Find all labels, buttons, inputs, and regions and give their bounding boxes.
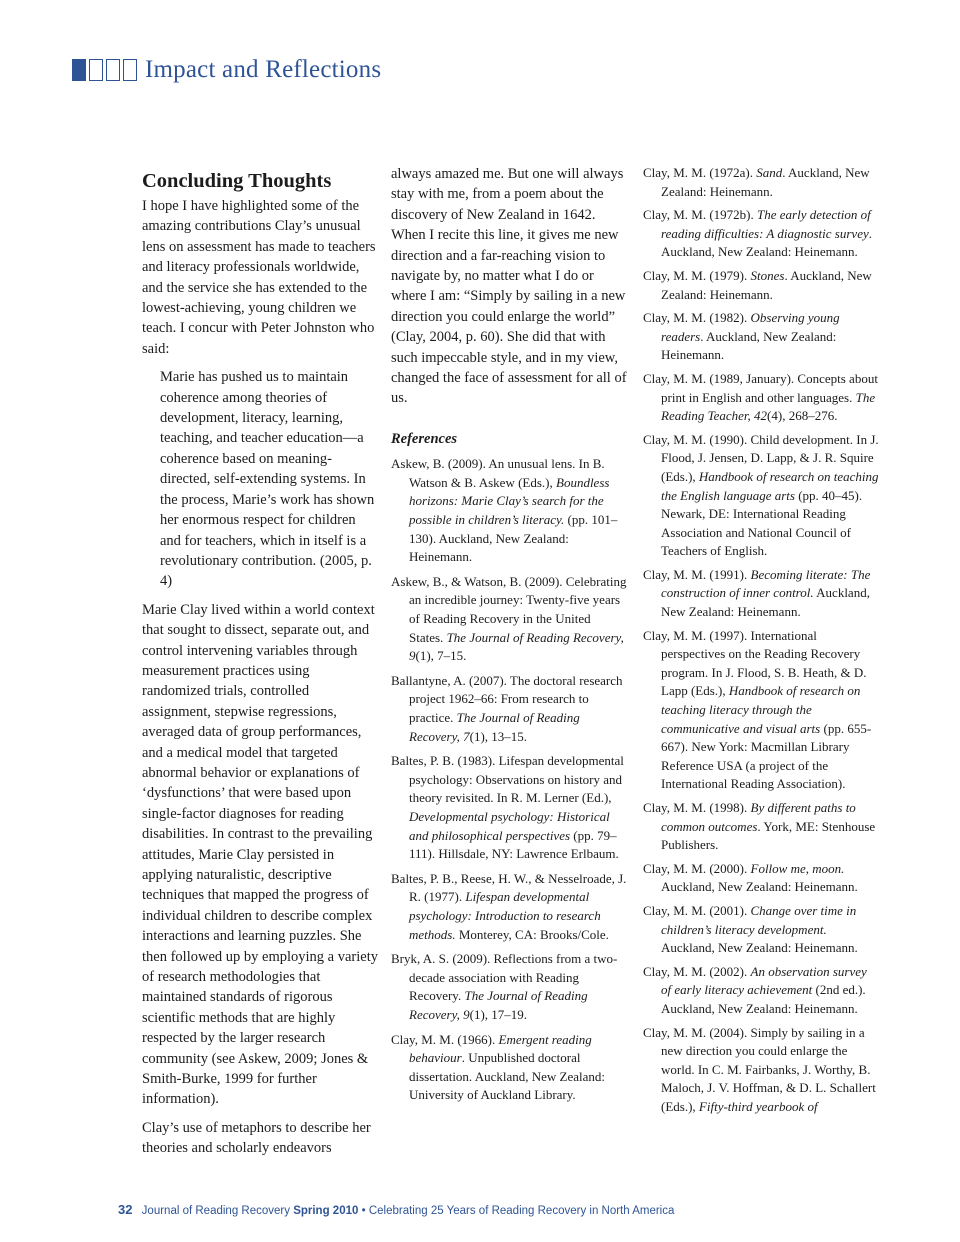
page-footer	[118, 1202, 674, 1217]
reference-title: Boundless horizons: Marie Clay’s search for the possible in children’s literacy.	[409, 474, 610, 528]
reference-text: Bryk, A. S. (2009). Reflections from a two-decade association with Reading Recovery.	[391, 951, 618, 1004]
reference-title: Stones	[750, 267, 785, 283]
reference-title: An observation survey of early literacy achievement	[661, 963, 867, 998]
reference-text: Clay, M. M. (2004). Simply by sailing in a new direction you could enlarge the world. In C. M. Fairbanks, J. Worthy, B. Maloch, J. V. Hoffman, & D. L. Schallert (Eds.),	[643, 1024, 876, 1114]
reference-text: Clay, M. M. (1972b).	[643, 207, 757, 223]
reference-title: Handbook of research on teaching literacy through the communicative and visual arts	[661, 683, 861, 736]
reference-title: Handbook of research on teaching the English language arts	[661, 468, 879, 503]
reference-title: Becoming literate: The construction of inner control.	[661, 566, 871, 601]
reference-text: (1), 17–19.	[469, 1006, 528, 1022]
reference-text: Askew, B., & Watson, B. (2009). Celebrating an incredible journey: Twenty-five years of Reading Recovery in the United States.	[391, 573, 627, 645]
reference-entry	[391, 950, 627, 1024]
reference-list	[643, 164, 879, 1117]
reference-title: Developmental psychology: Historical and philosophical perspectives	[409, 808, 610, 843]
reference-text: Clay, M. M. (1989, January). Concepts about print in English and other languages.	[643, 370, 878, 405]
reference-text: Auckland, New Zealand: Heinemann.	[661, 585, 870, 620]
reference-title: Fifty-third yearbook of	[698, 1098, 818, 1114]
references-heading: References	[391, 430, 458, 447]
reference-title: Change over time in children’s literacy development.	[661, 902, 857, 937]
reference-text: (pp. 40–45). Newark, DE: International Reading Association and National Council of Teachers of English.	[661, 487, 863, 559]
reference-text: . Auckland, New Zealand: Heinemann.	[661, 328, 837, 363]
page-number: 32	[118, 1202, 133, 1217]
journal-name: Journal of Reading Recovery	[141, 1205, 290, 1217]
reference-entry	[643, 860, 879, 897]
footer-tagline: Celebrating 25 Years of Reading Recovery in North America	[368, 1205, 675, 1217]
reference-text: . Auckland, New Zealand: Heinemann.	[661, 267, 872, 302]
reference-text: (pp. 79–111). Hillsdale, NY: Lawrence Erlbaum.	[409, 827, 619, 862]
reference-text: Clay, M. M. (1972a).	[643, 165, 757, 180]
reference-text: Clay, M. M. (1979).	[643, 267, 751, 283]
reference-text: Monterey, CA: Brooks/Cole.	[455, 926, 609, 942]
reference-entry	[643, 164, 879, 201]
reference-entry	[643, 431, 879, 561]
reference-title: The Reading Teacher, 42	[661, 389, 876, 424]
reference-text: . York, ME: Stenhouse Publishers.	[661, 818, 876, 853]
reference-text: Clay, M. M. (1997). International perspectives on the Reading Recovery program. In J. Flood, S. B. Heath, & D. Lapp (Eds.),	[643, 627, 867, 699]
reference-text: (pp. 655-667). New York: Macmillan Library Reference USA (a project of the International Reading Association).	[661, 720, 872, 792]
reference-entry	[391, 752, 627, 864]
footer-separator: •	[361, 1205, 366, 1217]
reference-text: Auckland, New Zealand: Heinemann.	[661, 879, 858, 895]
reference-text: Clay, M. M. (2001).	[643, 902, 751, 918]
reference-text: Ballantyne, A. (2007). The doctoral research project 1962–66: From research to practice.	[391, 672, 623, 725]
reference-text: . Auckland, New Zealand: Heinemann.	[661, 165, 870, 199]
reference-title: The Journal of Reading Recovery, 7	[409, 710, 580, 744]
reference-title: The Journal of Reading Recovery, 9	[409, 629, 624, 664]
page-header	[72, 56, 381, 84]
reference-list	[391, 455, 627, 1105]
reference-text: (1), 13–15.	[469, 728, 528, 744]
reference-title: Follow me, moon.	[750, 860, 845, 876]
reference-entry	[643, 799, 879, 855]
reference-title: The early detection of reading difficulties: A diagnostic survey	[661, 207, 871, 241]
reference-entry	[643, 963, 879, 1019]
reference-text: . Auckland, New Zealand: Heinemann.	[661, 225, 872, 260]
reference-entry	[643, 1024, 879, 1117]
reference-text: Askew, B. (2009). An unusual lens. In B. Watson & B. Askew (Eds.),	[391, 456, 605, 490]
reference-text: Clay, M. M. (1990). Child development. In J. Flood, J. Jensen, D. Lapp, & J. R. Squire (Eds.),	[643, 431, 879, 484]
reference-text: Clay, M. M. (1991).	[643, 566, 751, 582]
reference-text: Clay, M. M. (2000).	[643, 860, 751, 876]
paragraph: always amazed me. But one will always stay with me, from a poem about the discovery of New Zealand in 1642. When I recite this line, it gives me new direction and a far-reaching vision to navigate by, no matter what I do or where I am: “Simply by sailing in a new direction you could enlarge the world” (Clay, 2004, p. 60). She did that with such impeccable style, and in my view, changed the face of assessment for all of us.	[391, 166, 627, 407]
reference-title: Emergent reading behaviour	[409, 1031, 592, 1066]
section-title: Impact and Reflections	[145, 56, 382, 83]
reference-text: Clay, M. M. (1998).	[643, 800, 751, 815]
reference-text: (2nd ed.). Auckland, New Zealand: Heinemann.	[661, 982, 866, 1016]
column-3	[643, 164, 879, 1122]
reference-title: The Journal of Reading Recovery, 9	[409, 988, 588, 1022]
reference-entry	[391, 870, 627, 944]
reference-title: By different paths to common outcomes	[661, 800, 856, 834]
paragraph: I hope I have highlighted some of the amazing contributions Clay’s unusual lens on assessment has made to teachers and literacy professionals worldwide, and the service she has extended to the lowest-achieving, young children we teach. I concur with Peter Johnston who said:	[142, 198, 376, 357]
issue-season: Spring 2010	[293, 1205, 359, 1217]
reference-entry	[643, 370, 879, 426]
reference-entry	[643, 309, 879, 365]
reference-entry	[643, 267, 879, 304]
column-2	[391, 164, 627, 1111]
reference-text: Clay, M. M. (1966).	[391, 1031, 499, 1047]
column-1	[142, 164, 378, 1167]
block-quote: Marie has pushed us to maintain coherence among theories of development, literacy, learning, teaching, and teacher education—a coherence based on meaning-directed, self-extending systems. In the process, Marie’s work has shown her enormous respect for children and for teachers, which in itself is a revolutionary contribution. (2005, p. 4)	[160, 369, 375, 590]
reference-title: Lifespan developmental psychology: Introduction to research methods.	[409, 889, 601, 942]
reference-text: (4), 268–276.	[767, 408, 838, 424]
paragraph: Marie Clay lived within a world context that sought to dissect, separate out, and control intervening variables through measurement practices using randomized trials, controlled assignment, stepwise regressions, averaged data of group performances, and a medical model that targeted abnormal behavior or explanations of ‘dysfunctions’ that were based upon single-factor diagnoses for reading disabilities. In contrast to the prevailing attitudes, Marie Clay persisted in applying naturalistic, descriptive techniques that mapped the progress of individual children to describe complex interactions and learning puzzles. She then followed up by employing a variety of research methodologies that maintained standards of rigorous scientific methods that are highly respected by the larger research community (see Askew, 2009; Jones & Smith-Burke, 1999 for further information).	[142, 601, 378, 1108]
reference-entry	[643, 627, 879, 794]
reference-text: Clay, M. M. (2002).	[643, 963, 751, 979]
reference-entry	[643, 206, 879, 262]
reference-text: Baltes, P. B. (1983). Lifespan developmental psychology: Observations on history and theory revisited. In R. M. Lerner (Ed.),	[391, 753, 624, 806]
reference-text: Clay, M. M. (1982).	[643, 310, 751, 326]
reference-text: . Unpublished doctoral dissertation. Auckland, New Zealand: University of Auckland Library.	[409, 1050, 606, 1103]
header-boxes-icon	[72, 59, 137, 81]
reference-entry	[391, 1031, 627, 1105]
reference-title: Sand	[756, 165, 783, 180]
reference-entry	[391, 455, 627, 567]
reference-text: Auckland, New Zealand: Heinemann.	[661, 940, 858, 956]
reference-entry	[643, 902, 879, 958]
paragraph: Clay’s use of metaphors to describe her theories and scholarly endeavors	[142, 1119, 371, 1157]
concluding-thoughts-heading: Concluding Thoughts	[142, 170, 332, 192]
reference-entry	[643, 566, 879, 622]
reference-title: Observing young readers	[661, 310, 840, 344]
reference-text: (1), 7–15.	[415, 648, 467, 664]
reference-text: (pp. 101–130). Auckland, New Zealand: Heinemann.	[409, 512, 618, 565]
reference-entry	[391, 672, 627, 746]
reference-entry	[391, 573, 627, 666]
reference-text: Baltes, P. B., Reese, H. W., & Nesselroade, J. R. (1977).	[391, 870, 627, 905]
